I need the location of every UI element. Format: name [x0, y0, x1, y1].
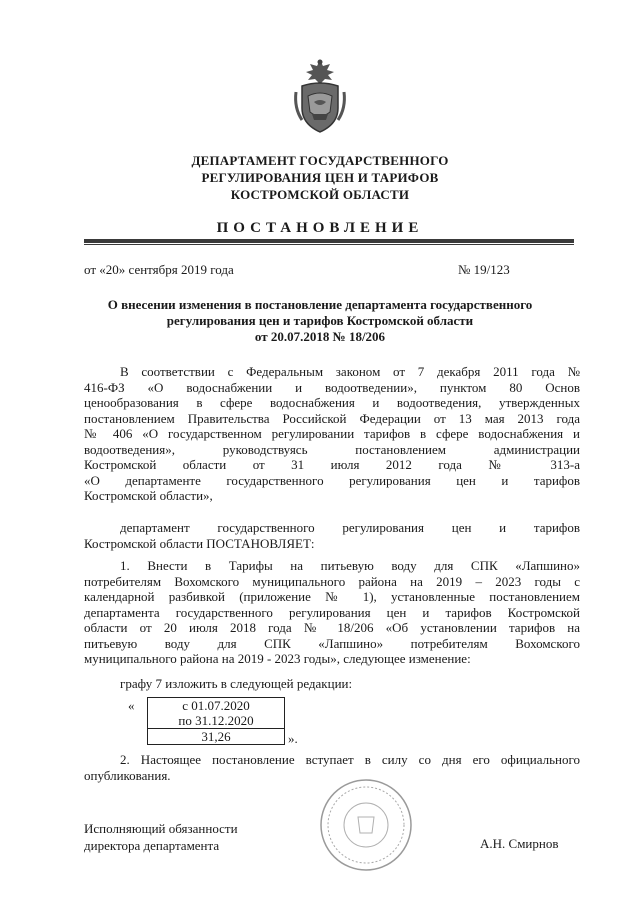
subject-line-3: от 20.07.2018 № 18/206 — [254, 329, 386, 344]
item-1-line: департамента государственного регулирования цен и тарифов Костромской — [84, 604, 580, 620]
column-instruction — [84, 676, 580, 692]
header-divider-thick — [84, 239, 574, 243]
signatory-role-line-2: директора департамента — [84, 838, 220, 853]
item-1-line: питьевую воду для СПК «Лапшино» потребителям Вохомского — [84, 635, 580, 651]
preamble-line: В соответствии с Федеральным законом от 7 декабря 2011 года № — [120, 364, 580, 379]
signatory-role — [84, 820, 238, 854]
signatory-role-line-1: Исполняющий обязанности — [84, 821, 238, 836]
coat-of-arms-emblem — [292, 56, 348, 136]
preamble-paragraph — [84, 364, 580, 504]
tariff-table — [147, 697, 285, 745]
item-2-line: опубликования. — [84, 767, 171, 783]
org-name-line-3: КОСТРОМСКОЙ ОБЛАСТИ — [230, 187, 410, 202]
item-1-line: календарной разбивкой (приложение № 1), установленные постановлением — [84, 589, 580, 604]
subject-line-1: О внесении изменения в постановление департамента государственного — [107, 297, 533, 312]
item-2-line: 2. Настоящее постановление вступает в силу со дня его официального — [120, 752, 580, 767]
org-name-line-1: ДЕПАРТАМЕНТ ГОСУДАРСТВЕННОГО — [191, 153, 449, 168]
organization-header — [0, 152, 640, 203]
preamble-line: водоотведения», руководствуясь постановлением администрации — [84, 441, 580, 457]
preamble-line: ценообразования в сфере водоснабжения и водоотведения, утвержденных — [84, 395, 580, 410]
official-stamp-seal — [318, 777, 414, 873]
preamble-line: постановлением Правительства Российской Федерации от 13 мая 2013 года — [84, 410, 580, 426]
item-1-line: потребителям Вохомского муниципального района на 2019 – 2023 годы с — [84, 573, 580, 589]
item-1-paragraph — [84, 558, 580, 667]
subject-line-2: регулирования цен и тарифов Костромской области — [166, 313, 474, 328]
table-cell-tariff-value: 31,26 — [148, 729, 285, 745]
signatory-name: А.Н. Смирнов — [480, 836, 559, 851]
document-type-title: ПОСТАНОВЛЕНИЕ — [216, 220, 424, 236]
quote-close-mark: ». — [288, 731, 298, 746]
table-row — [148, 729, 285, 745]
preamble-line: № 406 «О государственном регулировании тарифов в сфере водоснабжения и — [84, 426, 580, 441]
resolution-line: департамент государственного регулирования цен и тарифов — [120, 520, 580, 535]
table-row — [148, 698, 285, 729]
preamble-line: Костромской области от 31 июля 2012 года № 313-а — [84, 457, 580, 472]
document-number: № 19/123 — [458, 262, 510, 277]
item-1-line: 1. Внести в Тарифы на питьевую воду для СПК «Лапшино» — [120, 558, 580, 573]
quote-open-mark: « — [128, 698, 135, 713]
item-1-line: области от 20 июля 2018 года № 18/206 «Об установлении тарифов на — [84, 620, 580, 635]
preamble-line: Костромской области», — [84, 488, 213, 503]
document-date: от «20» сентября 2019 года — [84, 262, 234, 277]
resolution-clause — [84, 520, 580, 551]
period-start-text: с 01.07.2020 — [182, 698, 250, 713]
item-1-line: муниципального района на 2019 - 2023 годы», следующее изменение: — [84, 651, 471, 666]
period-end-text: по 31.12.2020 — [178, 713, 254, 728]
preamble-line: «О департаменте государственного регулирования цен и тарифов — [84, 472, 580, 488]
org-name-line-2: РЕГУЛИРОВАНИЯ ЦЕН И ТАРИФОВ — [201, 170, 439, 185]
column-instruction-line: графу 7 изложить в следующей редакции: — [120, 676, 353, 691]
preamble-line: 416-ФЗ «О водоснабжении и водоотведении», пунктом 80 Основ — [84, 379, 580, 395]
document-subject — [60, 297, 580, 345]
resolution-line: Костромской области ПОСТАНОВЛЯЕТ: — [84, 535, 315, 551]
header-divider-thin — [84, 244, 574, 245]
table-cell-period-start — [148, 698, 285, 729]
